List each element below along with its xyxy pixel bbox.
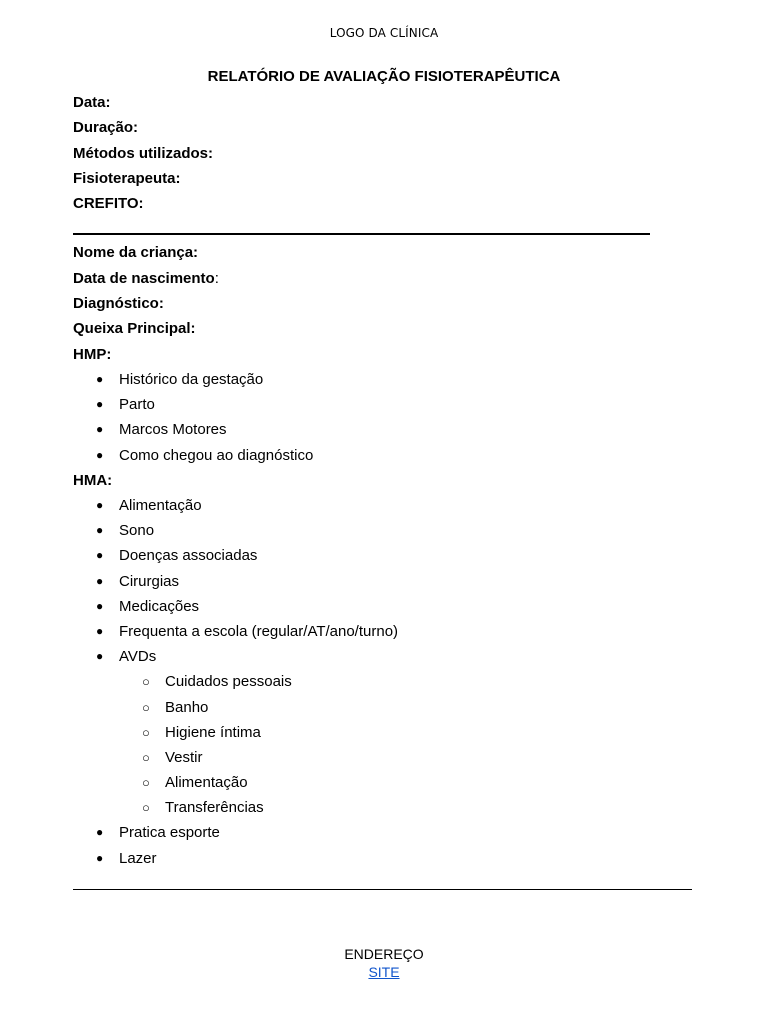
list-item (73, 522, 713, 547)
list-item-text: Medicações (119, 597, 200, 615)
report-body (73, 94, 713, 875)
list-item (73, 547, 713, 572)
hollow-bullet-icon: ○ (142, 699, 150, 715)
sublist-item (73, 799, 713, 824)
bullet-icon: ● (96, 523, 104, 538)
list-item (73, 497, 713, 522)
bullet-icon: ● (96, 422, 104, 437)
bullet-icon: ● (96, 850, 104, 865)
footer-site (0, 964, 768, 980)
hollow-bullet-icon: ○ (142, 800, 150, 816)
field-child-name: Nome da criança: (73, 244, 199, 262)
list-item-text: Frequenta a escola (regular/AT/ano/turno) (119, 622, 399, 640)
list-item-text: Como chegou ao diagnóstico (119, 446, 314, 464)
report-title: RELATÓRIO DE AVALIAÇÃO FISIOTERAPÊUTICA (207, 68, 561, 85)
list-item-text: Pratica esporte (119, 824, 220, 842)
bullet-icon: ● (96, 825, 104, 840)
bullet-icon: ● (96, 498, 104, 513)
bullet-icon: ● (96, 447, 104, 462)
footer-address: ENDEREÇO (344, 946, 424, 962)
bullet-icon: ● (96, 397, 104, 412)
list-item (73, 421, 713, 446)
bullet-icon: ● (96, 548, 104, 563)
list-item-text: Histórico da gestação (119, 370, 264, 388)
sublist-item (73, 673, 713, 698)
field-physiotherapist: Fisioterapeuta: (73, 169, 181, 187)
hma-list (73, 497, 713, 673)
field-birth-date (73, 270, 713, 295)
sublist-item-text: Vestir (165, 748, 203, 766)
field-crefito: CREFITO: (73, 195, 144, 213)
sublist-item (73, 774, 713, 799)
list-item (73, 648, 713, 673)
field-birth-date-colon: : (214, 269, 219, 287)
list-item (73, 573, 713, 598)
footer-divider (73, 889, 692, 890)
hmp-list (73, 371, 713, 472)
field-hma: HMA: (73, 471, 113, 489)
list-item-text: Doenças associadas (119, 547, 258, 565)
sublist-item-text: Banho (165, 698, 209, 716)
list-item (73, 598, 713, 623)
list-item-text: Marcos Motores (119, 421, 227, 439)
field-methods: Métodos utilizados: (73, 144, 213, 162)
field-birth-date-label: Data de nascimento (73, 269, 215, 287)
section-divider-bold (73, 233, 650, 235)
field-main-complaint: Queixa Principal: (73, 320, 196, 338)
sublist-item (73, 749, 713, 774)
hollow-bullet-icon: ○ (142, 775, 150, 791)
avd-sublist (73, 673, 713, 824)
sublist-item (73, 724, 713, 749)
sublist-item-text: Alimentação (165, 774, 248, 792)
hollow-bullet-icon: ○ (142, 749, 150, 765)
hollow-bullet-icon: ○ (142, 724, 150, 740)
clinic-logo-placeholder: LOGO DA CLÍNICA (329, 26, 439, 40)
sublist-item (73, 699, 713, 724)
list-item (73, 850, 713, 875)
list-item-text: AVDs (119, 648, 157, 666)
field-duration: Duração: (73, 119, 139, 137)
bullet-icon: ● (96, 371, 104, 386)
list-item-text: Cirurgias (119, 572, 180, 590)
sublist-item-text: Cuidados pessoais (165, 673, 292, 691)
field-diagnosis: Diagnóstico: (73, 295, 164, 313)
list-item (73, 623, 713, 648)
field-date: Data: (73, 94, 111, 111)
list-item (73, 371, 713, 396)
list-item-text: Sono (119, 522, 155, 540)
list-item-text: Alimentação (119, 497, 202, 515)
field-hmp: HMP: (73, 345, 112, 363)
list-item (73, 396, 713, 421)
list-item-text: Parto (119, 396, 155, 414)
hollow-bullet-icon: ○ (142, 674, 150, 690)
bullet-icon: ● (96, 573, 104, 588)
sublist-item-text: Transferências (165, 799, 264, 817)
site-link[interactable]: SITE (368, 964, 400, 980)
list-item (73, 447, 713, 472)
list-item (73, 824, 713, 849)
bullet-icon: ● (96, 598, 104, 613)
bullet-icon: ● (96, 623, 104, 638)
hma-list-continued (73, 824, 713, 874)
list-item-text: Lazer (119, 849, 157, 867)
sublist-item-text: Higiene íntima (165, 723, 261, 741)
bullet-icon: ● (96, 649, 104, 664)
